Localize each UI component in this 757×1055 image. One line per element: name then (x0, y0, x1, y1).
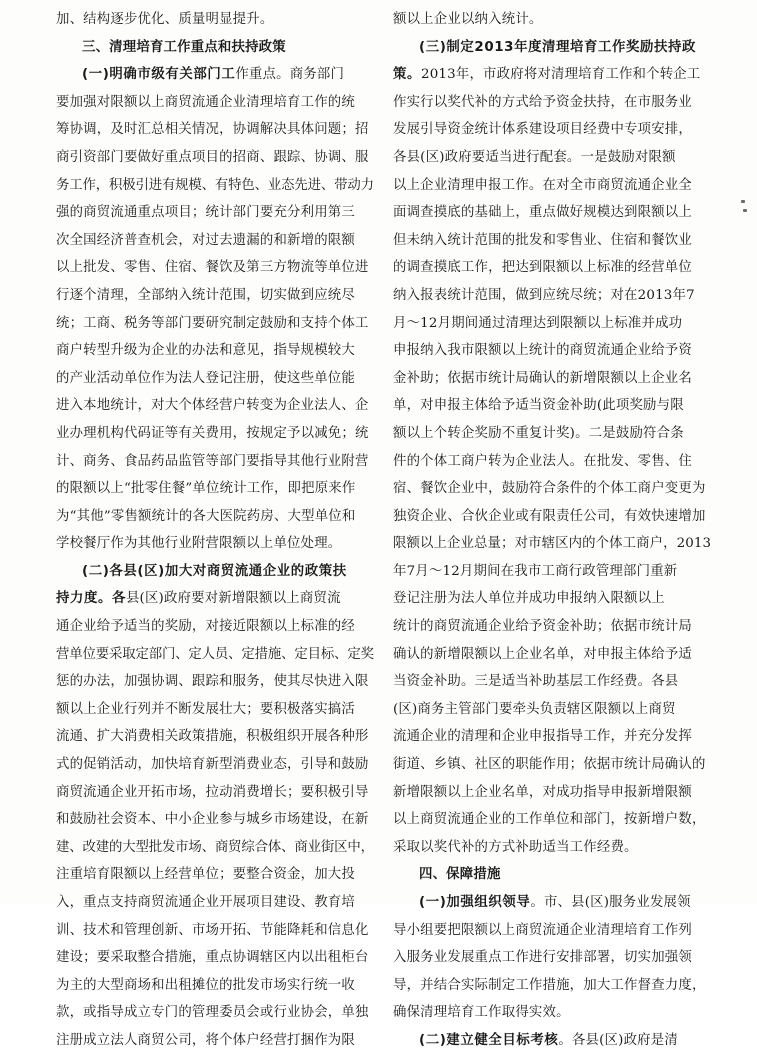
text-line: 的调查摸底工作，把达到限额以上标准的经营单位 (393, 260, 692, 276)
right-column (393, 6, 711, 1055)
text-line: 统计的商贸流通企业给予资金补助；依据市统计局 (393, 619, 692, 635)
subsection-text: 县(区)政府要对新增限额以上商贸流 (125, 591, 341, 607)
text-line: 建、改建的大型批发市场、商贸综合体、商业街区中， (56, 839, 374, 855)
text-line: 统；工商、税务等部门要研究制定鼓励和支持个体工 (56, 315, 369, 331)
text-line: 进入本地统计，对大个体经营户转变为企业法人、企 (56, 398, 369, 414)
section-heading: 四、保障措施 (419, 867, 501, 883)
text-line: 商户转型升级为企业的办法和意见，指导规模较大 (56, 343, 355, 359)
subsection-line (56, 585, 374, 613)
text-line: 纳入报表统计范围，做到应统尽统；对在2013年7 (393, 287, 695, 303)
subsection-text: 。各县(区)政府是清 (558, 1032, 678, 1048)
text-line: 建设；要采取整合措施，重点协调辖区内以出租柜台 (56, 950, 369, 966)
text-line: 学校餐厅作为其他行业附营限额以上单位处理。 (56, 536, 342, 552)
text-line: 营单位要采取定部门、定人员、定措施、定目标、定奖 (56, 646, 374, 662)
text-line: 筹协调，及时汇总相关情况，协调解决具体问题；招 (56, 122, 369, 138)
subsection-title: (三)制定2013年度清理培育工作奖励扶持政 (419, 39, 696, 55)
subsection-title: 持力度。各 (56, 591, 126, 607)
text-line: 业办理机构代码证等有关费用，按规定予以减免；统 (56, 425, 369, 441)
subsection-line (56, 61, 374, 89)
text-line: 商贸流通企业开拓市场，拉动消费增长；要积极引导 (56, 784, 369, 800)
subsection-title: 策。 (393, 67, 421, 83)
subsection-title: (一)加强组织领导 (419, 895, 531, 910)
text-line: 导，并结合实际制定工作措施，加大工作督查力度， (393, 977, 706, 993)
text-line: 注册成立法人商贸公司，将个体户经营打捆作为限 (56, 1032, 355, 1048)
text-line: 面调查摸底的基础上，重点做好规模达到限额以上 (393, 205, 692, 221)
text-line: 流通、扩大消费相关政策措施，积极组织开展各种形 (56, 729, 369, 745)
text-line: 式的促销活动，加快培育新型消费业态，引导和鼓励 (56, 757, 369, 773)
text-line: 宿、餐饮企业中，鼓励符合条件的个体工商户变更为 (393, 481, 706, 497)
text-line: 确认的新增限额以上企业名单，对申报主体给予适 (393, 646, 692, 662)
text-line: 当资金补助。三是适当补助基层工作经费。各县 (393, 674, 679, 690)
subsection-text: 2013年，市政府将对清理培育工作和个转企工 (420, 67, 701, 83)
text-line: 限额以上企业总量；对市辖区内的个体工商户，2013 (393, 536, 711, 552)
text-line: (区)商务主管部门要牵头负责辖区限额以上商贸 (393, 701, 676, 717)
text-line: 要加强对限额以上商贸流通企业清理培育工作的统 (56, 94, 355, 110)
text-line: 发展引导资金统计体系建设项目经费中专项安排， (393, 122, 692, 138)
text-line: 以上企业清理申报工作。在对全市商贸流通企业全 (393, 177, 692, 193)
text-line: 作实行以奖代补的方式给予资金扶持，在市服务业 (393, 94, 692, 110)
text-line: 加、结构逐步优化、质量明显提升。 (56, 12, 274, 27)
text-line: 额以上企业行列并不断发展壮大；要积极落实搞活 (56, 701, 355, 717)
text-line: 注重培育限额以上经营单位；要整合资金，加大投 (56, 867, 355, 883)
text-line: 以上批发、零售、住宿、餐饮及第三方物流等单位进 (56, 260, 369, 276)
subsection-line (56, 558, 374, 586)
text-line: 但未纳入统计范围的批发和零售业、住宿和餐饮业 (393, 232, 692, 248)
text-line: 额以上个转企奖励不重复计奖)。二是鼓励符合条 (393, 425, 684, 441)
subsection-title: (二)各县(区)加大对商贸流通企业的政策扶 (82, 563, 347, 579)
text-line: 新增限额以上企业名单，对成功指导申报新增限额 (393, 784, 692, 800)
text-line: 街道、乡镇、社区的职能作用；依据市统计局确认的 (393, 757, 706, 773)
text-line: 的产业活动单位作为法人登记注册，使这些单位能 (56, 370, 355, 386)
subsection-line (393, 61, 711, 89)
text-line: 为主的大型商场和出租摊位的批发市场实行统一收 (56, 977, 355, 993)
text-line: 训、技术和管理创新、市场开拓、节能降耗和信息化 (56, 922, 369, 938)
text-line: 独资企业、合伙企业或有限责任公司，有效快速增加 (393, 508, 706, 524)
text-line: 年7月～12月期间在我市工商行政管理部门重新 (393, 563, 678, 579)
text-line: 各县(区)政府要适当进行配套。一是鼓励对限额 (393, 149, 676, 165)
text-line: 额以上企业以纳入统计。 (393, 12, 543, 27)
text-line: 计、商务、食品药品监管等部门要指导其他行业附营 (56, 453, 369, 469)
text-line: 和鼓励社会资本、中小企业参与城乡市场建设，在新 (56, 812, 369, 828)
text-line: 申报纳入我市限额以上统计的商贸流通企业给予资 (393, 343, 692, 359)
text-line: 入，重点支持商贸流通企业开展项目建设、教育培 (56, 895, 355, 910)
text-line: 惩的办法，加强协调、跟踪和服务，使其尽快进入限 (56, 674, 369, 690)
text-line: 行逐个清理，全部纳入统计范围，切实做到应统尽 (56, 287, 355, 303)
text-line: 流通企业的清理和企业申报指导工作，并充分发挥 (393, 729, 692, 745)
subsection-title: (二)建立健全目标考核 (419, 1032, 559, 1048)
text-line: 以上商贸流通企业的工作单位和部门，按新增户数， (393, 812, 706, 828)
text-line: 单，对申报主体给予适当资金补助(此项奖励与限 (393, 398, 684, 414)
text-line: 确保清理培育工作取得实效。 (393, 1005, 570, 1021)
subsection-line (393, 34, 711, 62)
subsection-line (393, 1027, 711, 1055)
scan-speck (743, 209, 747, 212)
subsection-title: (一)明确市级有关部门工 (82, 67, 236, 83)
text-line: 商引资部门要做好重点项目的招商、跟踪、协调、服 (56, 149, 369, 165)
subsection-text: 作重点。商务部门 (235, 67, 345, 83)
text-line: 强的商贸流通重点项目；统计部门要充分利用第三 (56, 205, 355, 221)
scan-speck (741, 200, 745, 203)
text-line: 入服务业发展重点工作进行安排部署，切实加强领 (393, 950, 692, 966)
text-line: 金补助；依据市统计局确认的新增限额以上企业名 (393, 370, 692, 386)
subsection-text: 。市、县(区)服务业发展领 (530, 895, 691, 910)
text-line: 登记注册为法人单位并成功申报纳入限额以上 (393, 591, 665, 607)
text-line: 务工作，积极引进有规模、有特色、业态先进、带动力 (56, 177, 374, 193)
text-line: 为“其他”零售额统计的各大医院药房、大型单位和 (56, 508, 356, 524)
text-line: 导小组要把限额以上商贸流通企业清理培育工作列 (393, 922, 692, 938)
text-line: 的限额以上“批零住餐”单位统计工作，即把原来作 (56, 481, 356, 497)
text-line: 月～12月期间通过清理达到限额以上标准并成功 (393, 315, 683, 331)
text-line: 次全国经济普查机会，对过去遗漏的和新增的限额 (56, 232, 355, 248)
text-line: 件的个体工商户转为企业法人。在批发、零售、住 (393, 453, 692, 469)
text-line: 采取以奖代补的方式补助适当工作经费。 (393, 839, 638, 855)
left-column (56, 6, 374, 1055)
section-heading: 三、清理培育工作重点和扶持政策 (82, 39, 286, 55)
text-line: 款，或指导成立专门的管理委员会或行业协会，单独 (56, 1005, 369, 1021)
text-line: 通企业给予适当的奖励，对接近限额以上标准的经 (56, 619, 355, 635)
